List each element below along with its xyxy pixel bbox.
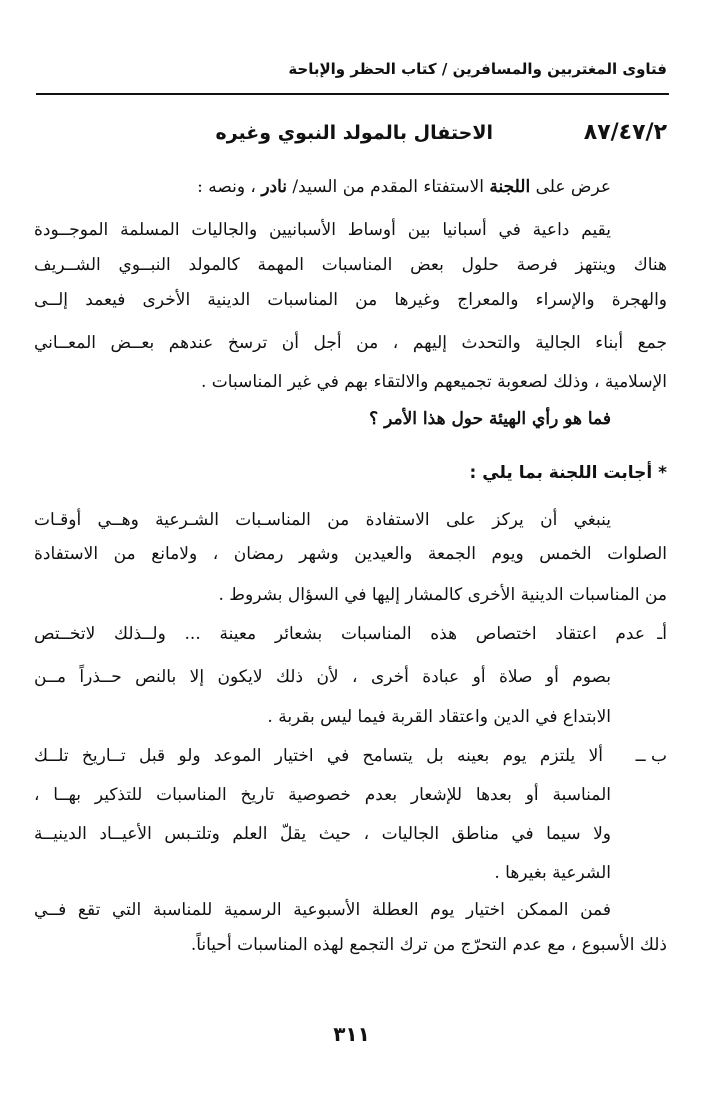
point-b-line: الشرعية بغيرها . <box>494 863 611 883</box>
question-line: هناك وينتهز فرصة حلول بعض المناسبات المهمة كالمولد النبــوي الشــريف <box>34 255 667 275</box>
question-line: جمع أبناء الجالية والتحدث إليهم ، من أجل أن ترسخ عندهم بعــض المعــاني <box>34 333 667 353</box>
point-a-line: بصوم أو صلاة أو عبادة أخرى ، لأن ذلك لايكون إلا بالنص حــذراً مــن <box>34 667 611 687</box>
intro-committee: اللجنة <box>489 177 531 197</box>
answer-line: الصلوات الخمس ويوم الجمعة والعيدين وشهر رمضان ، ولامانع من الاستفادة <box>34 544 667 564</box>
point-b-line: ألا يلتزم يوم بعينه بل يتسامح في اختيار الموعد ولو قبل تــاريخ تلــك <box>34 746 603 766</box>
intro-middle: الاستفتاء المقدم من السيد/ <box>287 177 490 197</box>
point-b-line: ولا سيما في مناطق الجاليات ، حيث يقلّ العلم وتلتـبس الأعيــاد الدينيــة <box>34 824 611 844</box>
closing-line: فمن الممكن اختيار يوم العطلة الأسبوعية الرسمية للمناسبة التي تقع فــي <box>34 900 611 920</box>
header-rule <box>36 93 669 95</box>
point-a-marker: أـ <box>657 624 667 644</box>
question-line: الإسلامية ، وذلك لصعوبة تجميعهم والالتقاء بهم في غير المناسبات . <box>200 372 667 392</box>
question-line: يقيم داعية في أسبانيا بين أوساط الأسبانيين والجاليات المسلمة الموجــودة <box>34 220 611 240</box>
point-b-line: المناسبة أو بعدها للإشعار بعدم خصوصية تاريخ المناسبات للتذكير بهــا ، <box>34 785 611 805</box>
running-header: فتاوى المغتربين والمسافرين / كتاب الحظر والإباحة <box>288 60 667 78</box>
intro-suffix: ، ونصه : <box>197 177 262 197</box>
answer-heading: * أجابت اللجنة بما يلي : <box>469 463 667 483</box>
answer-line: ينبغي أن يركز على الاستفادة من المناسـبات الشـرعية وهــي أوقـات <box>34 510 611 530</box>
question-intro <box>197 170 611 204</box>
intro-name: نادر <box>261 177 288 197</box>
question-closing: فما هو رأي الهيئة حول هذا الأمر ؟ <box>369 409 611 429</box>
point-b-marker: ب ــ <box>635 746 667 766</box>
point-a-line: عدم اعتقاد اختصاص هذه المناسبات بشعائر معينة ... ولــذلك لاتخــتص <box>34 624 645 644</box>
question-line: والهجرة والإسراء والمعراج وغيرها من المناسبات الدينية الأخرى فيعمد إلــى <box>34 290 667 310</box>
intro-prefix: عرض على <box>530 177 611 197</box>
point-a-line: الابتداع في الدين واعتقاد القربة فيما ليس بقربة . <box>267 707 611 727</box>
page-number: ٣١١ <box>333 1022 370 1046</box>
answer-line: من المناسبات الدينية الأخرى كالمشار إليها في السؤال بشروط . <box>218 585 667 605</box>
fatwa-title: الاحتفال بالمولد النبوي وغيره <box>215 122 493 144</box>
fatwa-number: ٨٧/٤٧/٢ <box>583 120 667 145</box>
closing-line: ذلك الأسبوع ، مع عدم التحرّج من ترك التجمع لهذه المناسبات أحياناً. <box>190 935 667 955</box>
